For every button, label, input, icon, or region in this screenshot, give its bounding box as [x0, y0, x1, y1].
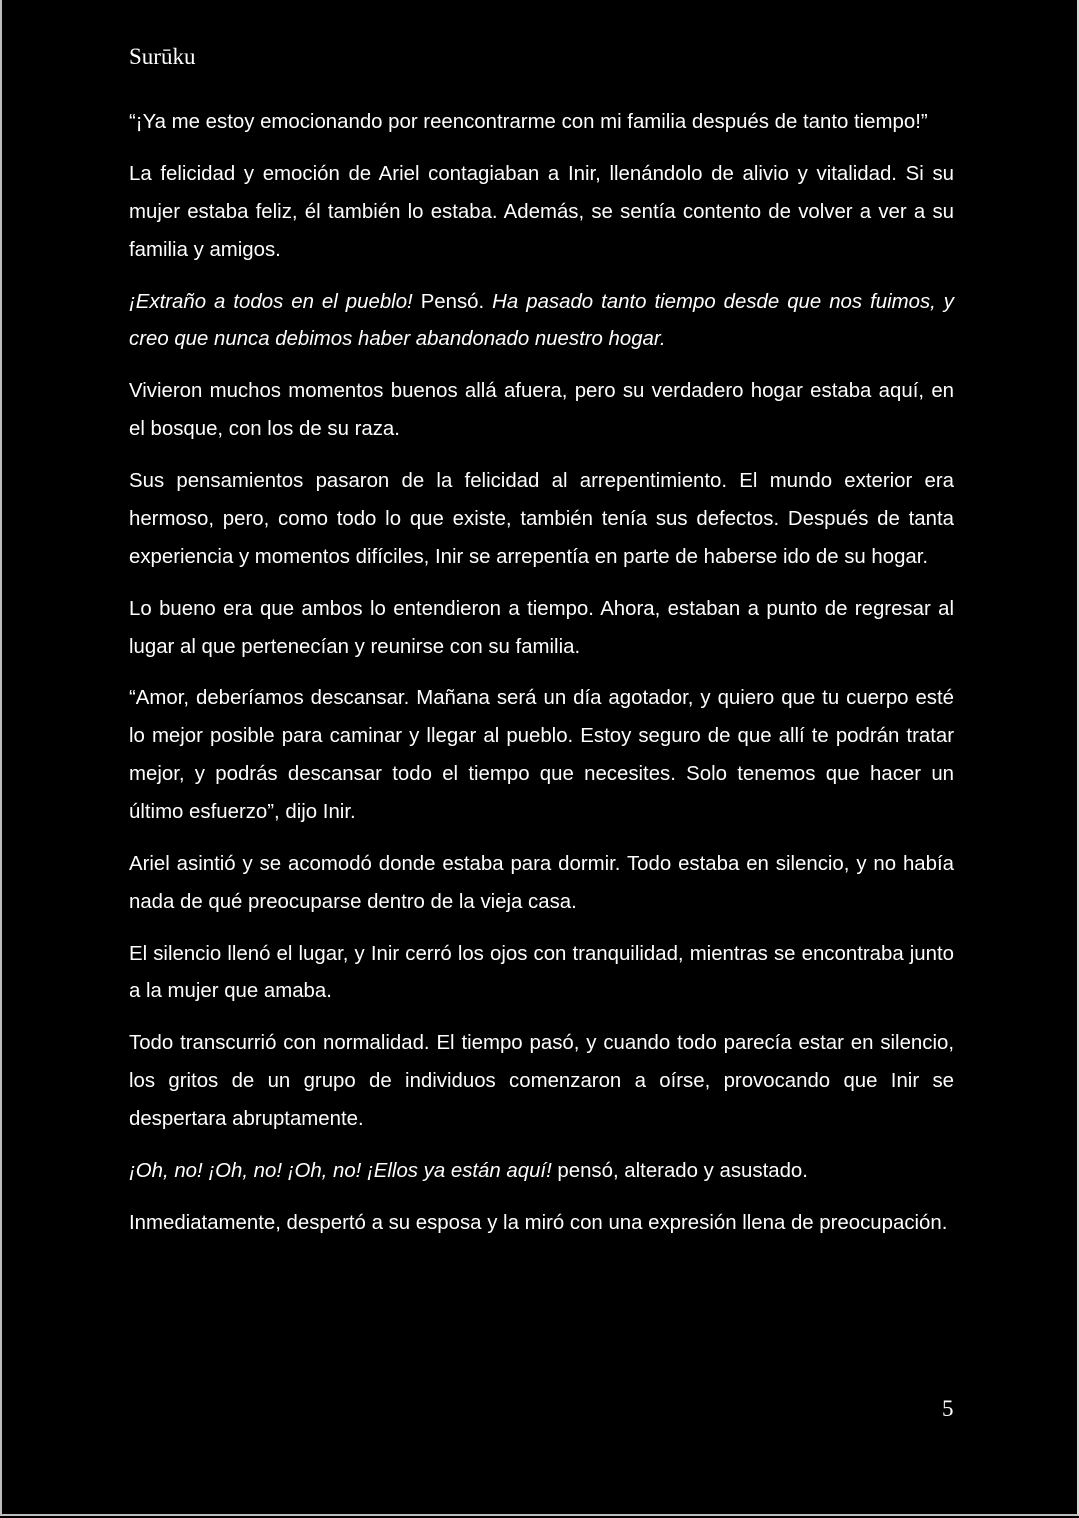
- text-span: Todo transcurrió con normalidad. El tiempo pasó, y cuando todo parecía estar en silencio, los gritos de un grupo de individuos comenzaron a oírse, provocando que Inir se despertara abruptamente.: [129, 1032, 954, 1131]
- text-span: Sus pensamientos pasaron de la felicidad al arrepentimiento. El mundo exterior era hermoso, pero, como todo lo que existe, también tenía sus defectos. Después de tanta experiencia y momentos difíciles, Inir se arrepentía en parte de haberse ido de su hogar.: [129, 470, 954, 568]
- paragraph: [129, 156, 954, 269]
- paragraph: [129, 104, 954, 142]
- paragraph: [129, 846, 954, 922]
- text-span: El silencio llenó el lugar, y Inir cerró los ojos con tranquilidad, mientras se encontraba junto a la mujer que amaba.: [129, 942, 954, 1003]
- text-span: La felicidad y emoción de Ariel contagiaban a Inir, llenándolo de alivio y vitalidad. Si su mujer estaba feliz, él también lo estaba. Además, se sentía contento de volver a ver a su familia y amigos.: [129, 162, 954, 261]
- body-text: [129, 104, 954, 1257]
- text-span: Ariel asintió y se acomodó donde estaba para dormir. Todo estaba en silencio, y no había nada de qué preocuparse dentro de la vieja casa.: [129, 852, 954, 913]
- paragraph: [129, 591, 954, 667]
- paragraph: [129, 680, 954, 831]
- paragraph: [129, 1025, 954, 1138]
- italic-thought: ¡Extraño a todos en el pueblo!: [129, 290, 413, 313]
- text-span: Vivieron muchos momentos buenos allá afuera, pero su verdadero hogar estaba aquí, en el bosque, con los de su raza.: [129, 380, 954, 441]
- page-number: 5: [942, 1396, 954, 1421]
- text-span: “¡Ya me estoy emocionando por reencontrarme con mi familia después de tanto tiempo!”: [129, 111, 928, 133]
- paragraph: [129, 284, 954, 360]
- running-header: Surūku: [129, 44, 196, 69]
- paragraph: [129, 1153, 954, 1191]
- paragraph: [129, 1205, 954, 1243]
- italic-thought: Ha pasado tanto tiempo desde que nos fuimos, y creo que nunca debimos haber abandonado nuestro hogar.: [129, 290, 954, 351]
- italic-thought: ¡Oh, no! ¡Oh, no! ¡Oh, no! ¡Ellos ya están aquí!: [129, 1160, 552, 1182]
- paragraph: [129, 463, 954, 576]
- text-span: Inmediatamente, despertó a su esposa y la miró con una expresión llena de preocupación.: [129, 1211, 948, 1234]
- paragraph: [129, 936, 954, 1012]
- text-span: “Amor, deberíamos descansar. Mañana será un día agotador, y quiero que tu cuerpo esté lo mejor posible para caminar y llegar al pueblo. Estoy seguro de que allí te podrán tratar mejor, y podrás descansar todo el tiempo que necesites. Solo tenemos que hacer un último esfuerzo”, dijo Inir.: [129, 687, 954, 823]
- text-span: Lo bueno era que ambos lo entendieron a tiempo. Ahora, estaban a punto de regresar al lugar al que pertenecían y reunirse con su familia.: [129, 597, 954, 658]
- text-span: Pensó.: [412, 290, 493, 313]
- paragraph: [129, 373, 954, 449]
- text-span: pensó, alterado y asustado.: [551, 1160, 808, 1182]
